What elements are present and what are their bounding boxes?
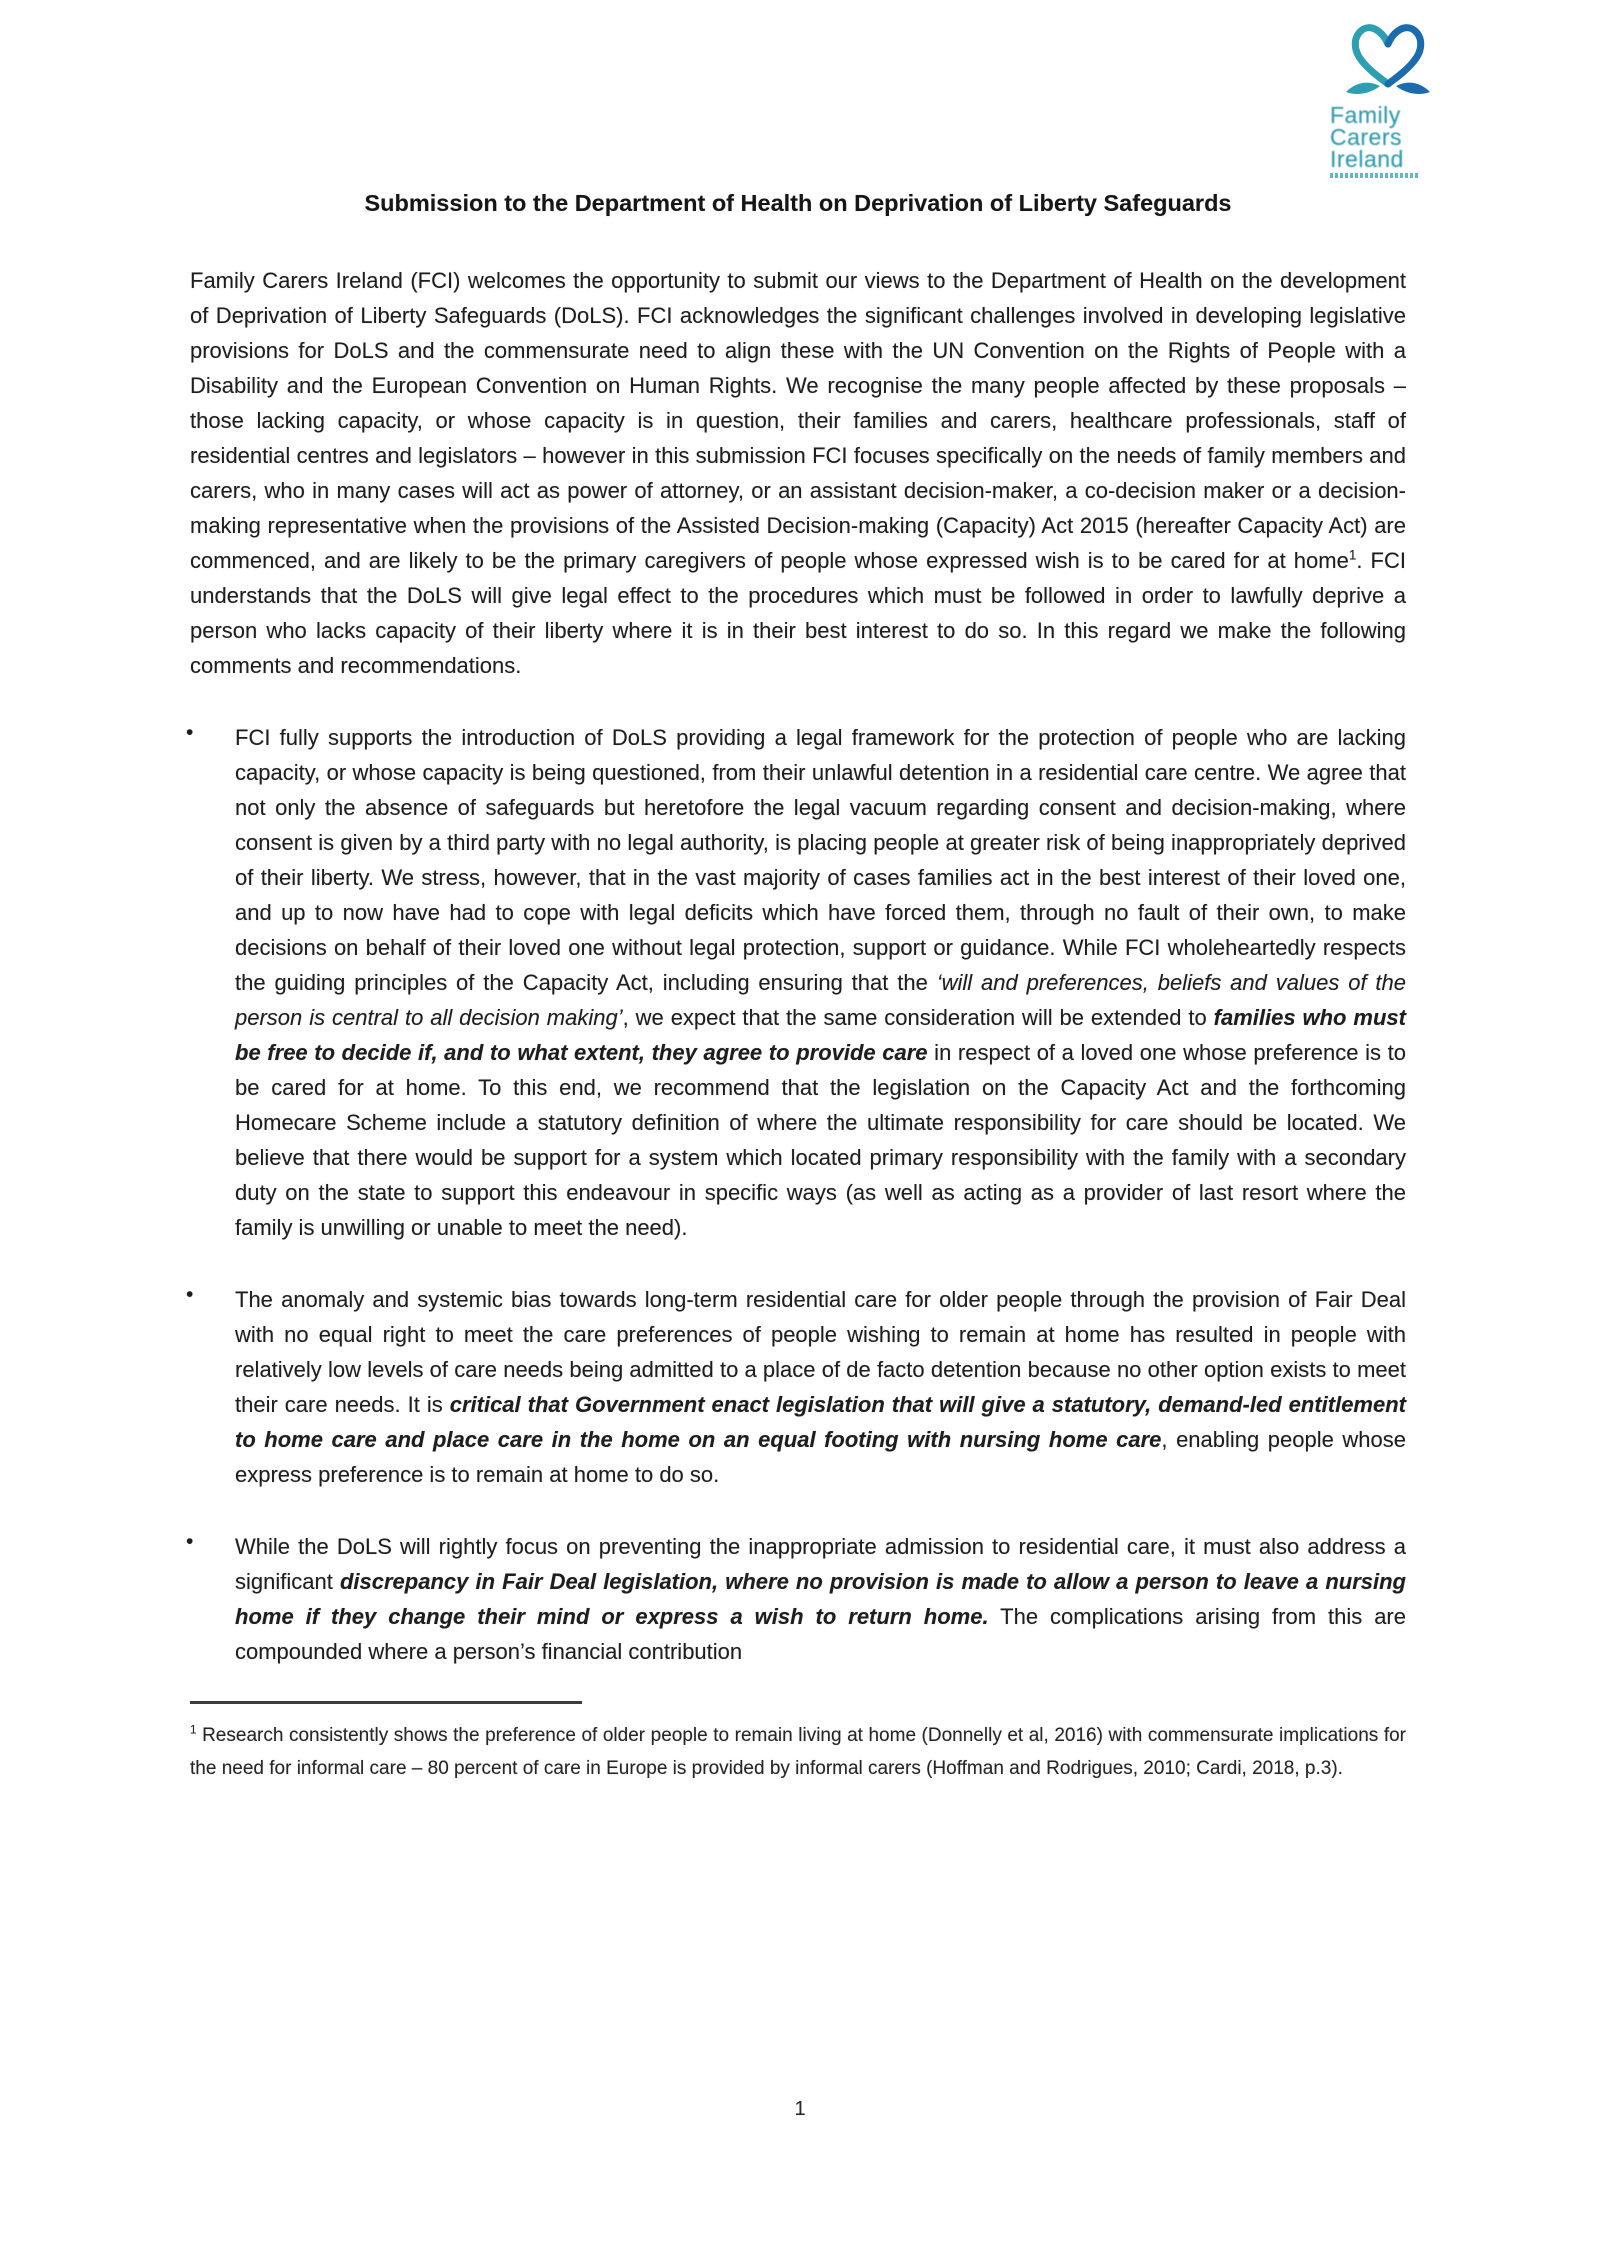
bullet-marker: • <box>186 1530 194 1553</box>
logo-wordmark-line: Family <box>1330 102 1401 128</box>
bullet-marker: • <box>186 1283 194 1306</box>
bullet-item <box>186 1529 1406 1669</box>
bullet-text: The anomaly and systemic bias towards long-term residential care for older people through the provision of Fair Deal with no equal right to meet the care preferences of people wishing to remain at home has resulted in people with relatively low levels of care needs being admitted to a place of de facto detention because no other option exists to meet their care needs. It is critical that Government enact legislation that will give a statutory, demand-led entitlement to home care and place care in the home on an equal footing with nursing home care, enabling people whose express preference is to remain at home to do so. <box>235 1287 1406 1487</box>
bullet-item <box>186 720 1407 1245</box>
logo-wordmark-line: Ireland <box>1330 146 1404 172</box>
page-number: 1 <box>794 2098 806 2120</box>
logo-wordmark-line: Carers <box>1330 124 1403 150</box>
bullet-marker: • <box>186 721 194 744</box>
bullet-item <box>186 1282 1406 1492</box>
bullet-text: While the DoLS will rightly focus on preventing the inappropriate admission to residential care, it must also address a significant discrepancy in Fair Deal legislation, where no provision is made to allow a person to leave a nursing home if they change their mind or express a wish to return home. The complications arising from this are compounded where a person’s financial contribution <box>235 1534 1406 1664</box>
document-content <box>186 0 1407 1804</box>
document-title: Submission to the Department of Health on Deprivation of Liberty Safeguards <box>364 190 1232 216</box>
intro-paragraph: Family Carers Ireland (FCI) welcomes the opportunity to submit our views to the Department of Health on the development of Deprivation of Liberty Safeguards (DoLS). FCI acknowledges the significant challenges involved in developing legislative provisions for DoLS and the commensurate need to align these with the UN Convention on the Rights of People with a Disability and the European Convention on Human Rights. We recognise the many people affected by these proposals – those lacking capacity, or whose capacity is in question, their families and carers, healthcare professionals, staff of residential centres and legislators – however in this submission FCI focuses specifically on the needs of family members and carers, who in many cases will act as power of attorney, or an assistant decision-maker, a co-decision maker or a decision-making representative when the provisions of the Assisted Decision-making (Capacity) Act 2015 (hereafter Capacity Act) are commenced, and are likely to be the primary caregivers of people whose expressed wish is to be cared for at home$^1$. FCI understands that the DoLS will give legal effect to the procedures which must be followed in order to lawfully deprive a person who lacks capacity of their liberty where it is in their best interest to do so. In this regard we make the following comments and recommendations. <box>190 268 1406 678</box>
bullet-text: FCI fully supports the introduction of DoLS providing a legal framework for the protection of people who are lacking capacity, or whose capacity is being questioned, from their unlawful detention in a residential care centre. We agree that not only the absence of safeguards but heretofore the legal vacuum regarding consent and decision-making, where consent is given by a third party with no legal authority, is placing people at greater risk of being inappropriately deprived of their liberty. We stress, however, that in the vast majority of cases families act in the best interest of their loved one, and up to now have had to cope with legal deficits which have forced them, through no fault of their own, to make decisions on behalf of their loved one without legal protection, support or guidance. While FCI wholeheartedly respects the guiding principles of the Capacity Act, including ensuring that the ‘will and preferences, beliefs and values of the person is central to all decision making’, we expect that the same consideration will be extended to families who must be free to decide if, and to what extent, they agree to provide care in respect of a loved one whose preference is to be cared for at home. To this end, we recommend that the legislation on the Capacity Act and the forthcoming Homecare Scheme include a statutory definition of where the ultimate responsibility for care should be located. We believe that there would be support for a system which located primary responsibility with the family with a secondary duty on the state to support this endeavour in specific ways (as well as acting as a provider of last resort where the family is unwilling or unable to meet the need). <box>235 725 1407 1240</box>
footnote-text: $^1$ Research consistently shows the preference of older people to remain living at home (Donnelly et al, 2016) with commensurate implications for the need for informal care – 80 percent of care in Europe is provided by informal carers (Hoffman and Rodrigues, 2010; Cardi, 2018, p.3). <box>190 1723 1406 1779</box>
footnote-separator <box>190 1701 582 1704</box>
bullet-list <box>186 720 1407 1669</box>
